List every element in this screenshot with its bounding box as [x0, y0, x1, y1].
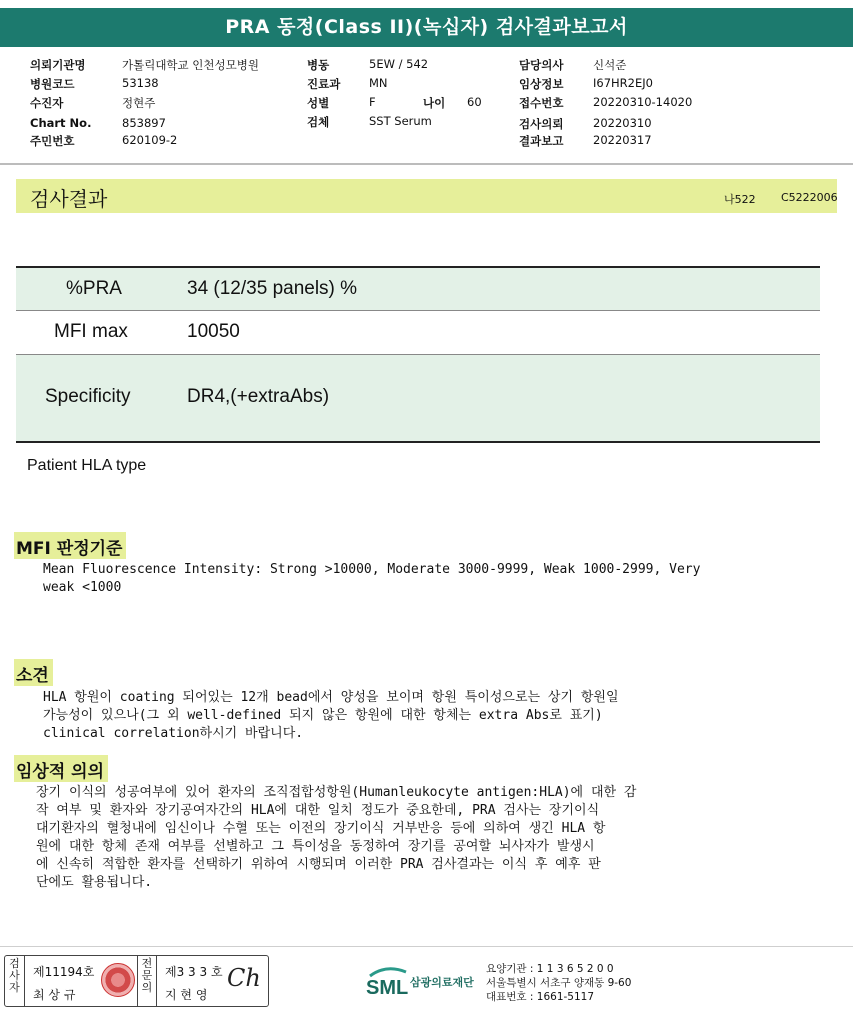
report-title: PRA 동정(Class II)(녹십자) 검사결과보고서 — [0, 8, 853, 47]
result-label: MFI max — [54, 321, 128, 342]
info-value: I67HR2EJ0 — [593, 76, 653, 90]
result-code: C5222006 — [781, 191, 838, 204]
info-value: MN — [369, 76, 388, 90]
info-value: 정현주 — [122, 96, 156, 110]
section-body-clinical: 장기 이식의 성공여부에 있어 환자의 조직접합성항원(Humanleukocyte antigen:HLA)에 대한 감 작 여부 및 환자와 장기공여자간의 HLA에 대한 일치 정도가 중요한데, PRA 검사는 장기이식 대기환자의 혈청내에 임신이나 수혈 또는 이전의 장기이식 거부반응 등에 의하여 생긴 HLA 항 원에 대한 항체 존재 여부를 선별하고 그 특이성을 동정하여 장기를 공여할 뇌사자가 발생시 에 신속히 적합한 환자를 선택하기 위하여 시행되며 이러한 PRA 검사결과는 이식 후 예후 판 단에도 활용됩니다. — [36, 785, 637, 890]
info-value: 620109-2 — [122, 133, 178, 147]
info-key: 주민번호 — [30, 134, 75, 148]
section-heading-mfi: MFI 판정기준 — [14, 532, 126, 559]
hla-type-label: Patient HLA type — [27, 457, 147, 474]
info-value: F — [369, 95, 376, 109]
info-key: 병동 — [307, 58, 330, 72]
org-address: 서울특별시 서초구 양재동 9-60 — [486, 977, 632, 989]
info-value: 가톨릭대학교 인천성모병원 — [122, 58, 259, 72]
section-heading-opinion: 소견 — [14, 659, 53, 686]
section-heading-clinical: 임상적 의의 — [14, 755, 108, 782]
logo-text: SML — [366, 977, 409, 999]
info-key: 성별 — [307, 96, 330, 110]
info-value: 5EW / 542 — [369, 57, 429, 71]
result-table — [16, 266, 820, 443]
info-value: 20220310-14020 — [593, 95, 693, 109]
result-value: 10050 — [187, 321, 240, 342]
section-body-mfi: Mean Fluorescence Intensity: Strong >10000, Moderate 3000-9999, Weak 1000-2999, Very weak <1000 — [43, 562, 701, 595]
footer-divider — [0, 946, 853, 947]
info-key: 진료과 — [307, 77, 341, 91]
org-name: 삼광의료재단 — [410, 976, 474, 989]
result-code: 나522 — [724, 193, 756, 206]
signature-box — [4, 955, 269, 1007]
patient-info — [0, 55, 853, 155]
specialist-label: 전문의 — [137, 956, 157, 1006]
info-value: 53138 — [122, 76, 159, 90]
examiner-name: 최 상 규 — [33, 988, 76, 1002]
result-value: 34 (12/35 panels) % — [187, 278, 358, 299]
result-label: %PRA — [66, 278, 122, 299]
examiner-label: 검사자 — [5, 956, 25, 1006]
divider — [0, 163, 853, 165]
info-key: 임상정보 — [519, 77, 564, 91]
org-tel: 대표번호 : 1661-5117 — [486, 991, 595, 1003]
signature-icon: Ch — [227, 964, 261, 992]
info-value: SST Serum — [369, 114, 432, 128]
info-key: 결과보고 — [519, 134, 564, 148]
table-row — [16, 311, 820, 355]
seal-icon — [101, 963, 135, 997]
org-code: 요양기관 : 1 1 3 6 5 2 0 0 — [486, 963, 614, 975]
info-key: 병원코드 — [30, 77, 75, 91]
specialist-name: 지 현 영 — [165, 988, 208, 1002]
info-key: 검체 — [307, 115, 330, 129]
result-value: DR4,(+extraAbs) — [187, 386, 330, 407]
info-key: 검사의뢰 — [519, 117, 564, 131]
info-key: 나이 — [423, 96, 446, 110]
result-label: Specificity — [45, 386, 131, 407]
info-value: 신석준 — [593, 58, 627, 72]
table-row — [16, 266, 820, 311]
info-key: 담당의사 — [519, 58, 564, 72]
info-key: 수진자 — [30, 96, 64, 110]
org-info — [486, 962, 631, 1004]
info-key: 의뢰기관명 — [30, 58, 86, 72]
result-header — [16, 179, 837, 213]
info-value: 20220317 — [593, 133, 652, 147]
info-value: 60 — [467, 95, 482, 109]
info-key: Chart No. — [30, 116, 92, 130]
result-title: 검사결과 — [30, 187, 108, 211]
table-row — [16, 355, 820, 443]
info-key: 접수번호 — [519, 96, 564, 110]
info-value: 853897 — [122, 116, 166, 130]
examiner-number: 제11194호 — [33, 965, 95, 979]
specialist-number: 제3 3 3 호 — [165, 965, 223, 979]
section-body-opinion: HLA 항원이 coating 되어있는 12개 bead에서 양성을 보이며 항원 특이성으로는 상기 항원일 가능성이 있으나(그 외 well-defined 되지 않은 항원에 대한 항체는 extra Abs로 표기) clinical correlation하시기 바랍니다. — [43, 690, 619, 741]
info-value: 20220310 — [593, 116, 652, 130]
